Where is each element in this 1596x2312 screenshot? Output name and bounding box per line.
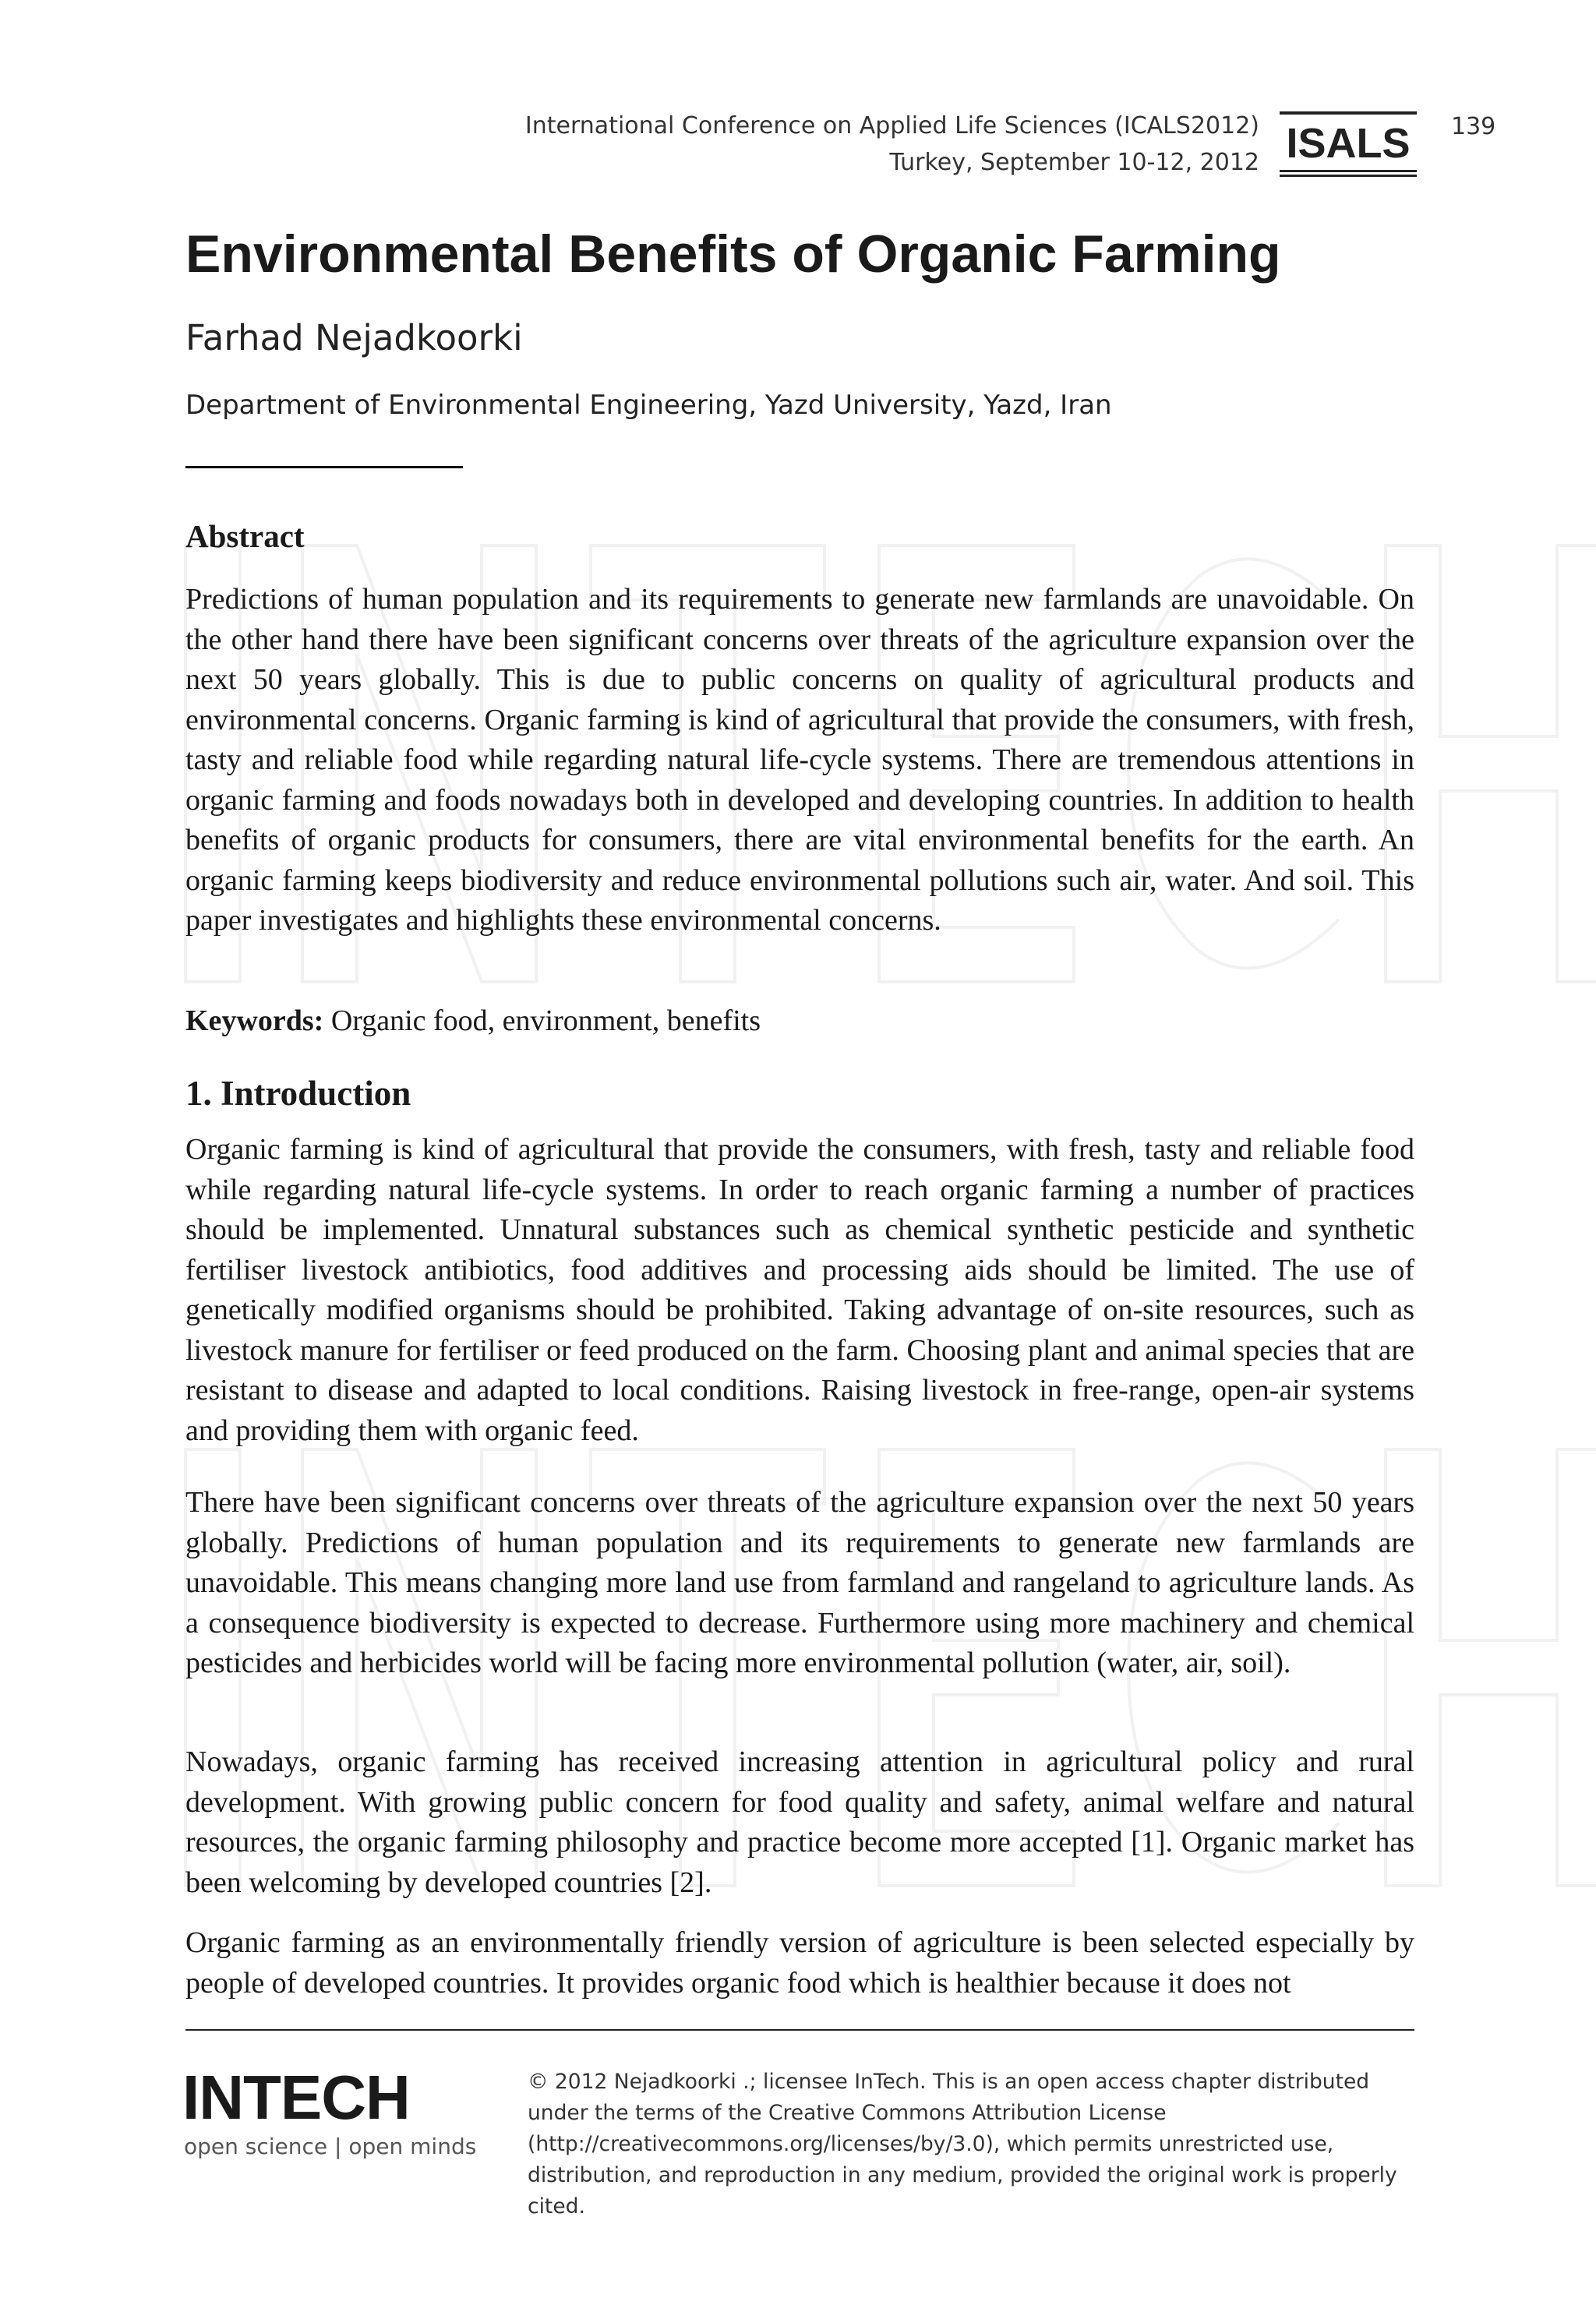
abstract-text: Predictions of human population and its requirements to generate new farmlands are unavoidable. On the other hand there have been significant concerns over threats of the agriculture expansion over the next 50 years globally. This is due to public concerns on quality of agricultural products and environmental concerns. Organic farming is kind of agricultural that provide the consumers, with fresh, tasty and reliable food while regarding natural life-cycle systems. There are tremendous attentions in organic farming and foods nowadays both in developed and developing countries. In addition to health benefits of organic products for consumers, there are vital environmental benefits for the earth. An organic farming keeps biodiversity and reduce environmental pollutions such air, water. And soil. This paper investigates and highlights these environmental concerns. — [185, 583, 1414, 937]
page-number: 139 — [1451, 113, 1496, 140]
intech-logo: INTECH — [182, 2063, 410, 2132]
keywords-text: Organic food, environment, benefits — [323, 1004, 761, 1037]
isals-logo-text: ISALS — [1286, 120, 1411, 167]
intro-paragraph: Organic farming as an environmentally friendly version of agriculture is been selected especially by people of developed countries. It provides organic food which is healthier because it does not — [185, 1926, 1414, 2000]
intro-paragraph: There have been significant concerns over threats of the agriculture expansion over the next 50 years globally. Predictions of human population and its requirements to generate new farmlands are unavoidable. This means changing more land use from farmland and rangeland to agriculture lands. As a consequence biodiversity is expected to decrease. Furthermore using more machinery and chemical pesticides and herbicides world will be facing more environmental pollution (water, air, soil). — [185, 1486, 1414, 1679]
license-notice: © 2012 Nejadkoorki .; licensee InTech. This is an open access chapter distributed under the terms of the Creative Commons Attribution License (http://creativecommons.org/licenses/by/3.0), which permits unrestricted use, distribution, and reproduction in any medium, provided the original work is properly cited. — [528, 2070, 1397, 2218]
conference-name: International Conference on Applied Life Sciences (ICALS2012) — [524, 112, 1259, 139]
keywords-label: Keywords: — [185, 1004, 324, 1037]
title-divider — [185, 466, 463, 468]
footer-divider — [185, 2029, 1414, 2031]
author-affiliation: Department of Environmental Engineering, Yazd University, Yazd, Iran — [185, 390, 1112, 421]
introduction-heading: 1. Introduction — [185, 1074, 411, 1113]
intro-paragraph: Nowadays, organic farming has received increasing attention in agricultural policy and rural development. With growing public concern for food quality and safety, animal welfare and natural resources, the organic farming philosophy and practice become more accepted [1]. Organic market has been welcoming by developed countries [2]. — [185, 1745, 1414, 1899]
isals-logo — [1280, 111, 1417, 177]
conference-header — [525, 108, 1259, 181]
intech-tagline: open science | open minds — [184, 2134, 477, 2159]
paper-title: Environmental Benefits of Organic Farming — [185, 224, 1281, 284]
conference-date: Turkey, September 10-12, 2012 — [889, 149, 1259, 176]
intro-paragraph: Organic farming is kind of agricultural that provide the consumers, with fresh, tasty and reliable food while regarding natural life-cycle systems. In order to reach organic farming a number of practices should be implemented. Unnatural substances such as chemical synthetic pesticide and synthetic fertiliser livestock antibiotics, food additives and processing aids should be limited. The use of genetically modified organisms should be prohibited. Taking advantage of on-site resources, such as livestock manure for fertiliser or feed produced on the farm. Choosing plant and animal species that are resistant to disease and adapted to local conditions. Raising livestock in free-range, open-air systems and providing them with organic feed. — [185, 1133, 1414, 1447]
abstract-heading: Abstract — [185, 518, 305, 554]
keywords — [185, 1001, 1414, 1042]
author-name: Farhad Nejadkoorki — [185, 317, 523, 358]
